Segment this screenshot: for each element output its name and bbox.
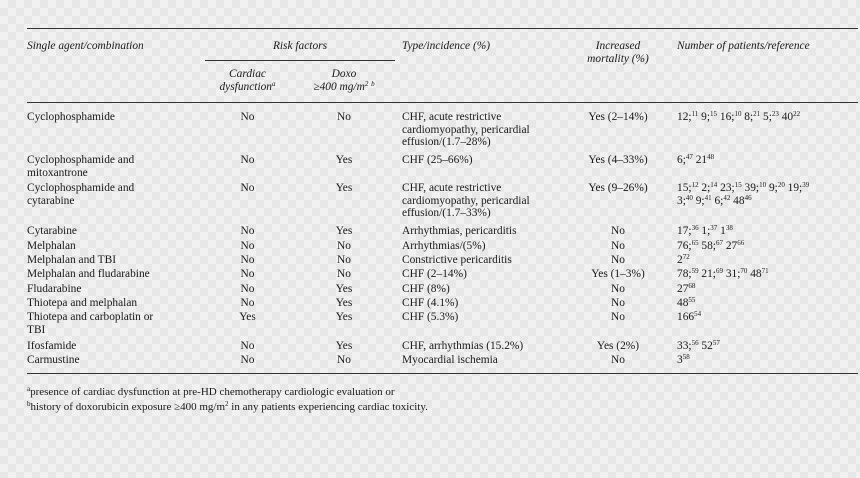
cell-mortality: No xyxy=(611,283,625,295)
cell-refs: $27^{68}$ xyxy=(677,282,696,295)
header-cardiac-line1: Cardiac xyxy=(229,68,266,80)
header-risk-factors: Risk factors xyxy=(272,40,328,52)
cell-agent: Ifosfamide xyxy=(27,340,77,352)
cell-cardiac: No xyxy=(240,154,255,166)
header-mortality-line2: mortality (%) xyxy=(587,52,649,65)
cell-cardiac: No xyxy=(240,340,255,352)
cell-mortality: No xyxy=(611,297,625,309)
cell-mortality: No xyxy=(611,254,625,266)
footnote-a-text: presence of cardiac dysfunction at pre-HD chemotherapy cardiologic evaluation or xyxy=(30,386,395,398)
cell-refs: $48^{55}$ xyxy=(677,296,696,309)
cell-type: Arrhythmias/(5%) xyxy=(402,240,486,252)
bottom-rule xyxy=(27,373,858,374)
header-rule xyxy=(27,102,858,103)
cell-doxo: Yes xyxy=(335,225,353,237)
cell-agent: Melphalan and TBI xyxy=(27,254,116,266)
cell-mortality: No xyxy=(611,225,625,237)
header-mortality-line1: Increased xyxy=(595,40,641,52)
cell-doxo: No xyxy=(337,268,351,280)
footnote-mark-b: b xyxy=(371,79,375,88)
footnote-b-text-end: in any patients experiencing cardiac toxicity. xyxy=(228,401,428,413)
cell-refs: 78;$^{59}$ 21;$^{69}$ 31;$^{70}$ $48^{71}$ xyxy=(677,267,769,280)
footnote-mark-a: a xyxy=(272,79,276,88)
footnote-b-text: history of doxorubicin exposure ≥400 mg/m xyxy=(30,401,226,413)
cell-type: Arrhythmias, pericarditis xyxy=(402,225,517,237)
cell-refs: $166^{54}$ xyxy=(677,310,702,323)
cell-doxo: Yes xyxy=(335,311,353,323)
cell-doxo: No xyxy=(337,240,351,252)
cell-doxo: Yes xyxy=(335,154,353,166)
cell-mortality: No xyxy=(611,240,625,252)
header-cardiac xyxy=(205,68,290,93)
cell-mortality: Yes (2–14%) xyxy=(588,111,648,123)
cell-cardiac: No xyxy=(240,268,255,280)
cell-refs: 12;$^{11}$ 9;$^{15}$ 16;$^{10}$ 8;$^{21}$ 5;$^{23}$ $40^{22}$ xyxy=(677,110,801,123)
footnote-a-mark: a xyxy=(27,385,31,393)
cell-doxo: Yes xyxy=(335,340,353,352)
cell-agent: Thiotepa and melphalan xyxy=(27,297,138,309)
cell-agent: Melphalan xyxy=(27,240,76,252)
cell-cardiac: Yes xyxy=(239,311,256,323)
header-type: Type/incidence (%) xyxy=(402,40,491,52)
cell-type: CHF (8%) xyxy=(402,283,450,295)
cell-mortality: Yes (2%) xyxy=(596,340,640,352)
cell-doxo: No xyxy=(337,254,351,266)
cell-refs: 6;$^{47}$ $21^{48}$ xyxy=(677,153,715,166)
cell-type: Constrictive pericarditis xyxy=(402,254,512,266)
risk-factors-rule xyxy=(205,60,395,61)
cell-agent: Thiotepa and carboplatin or TBI xyxy=(27,311,154,336)
cell-doxo: Yes xyxy=(335,283,353,295)
header-agent: Single agent/combination xyxy=(27,40,144,52)
cell-mortality: No xyxy=(611,311,625,323)
header-doxo-line2: ≥400 mg/m xyxy=(313,80,365,93)
cell-cardiac: No xyxy=(240,254,255,266)
cell-agent: Cytarabine xyxy=(27,225,77,237)
cell-refs: $2^{72}$ xyxy=(677,253,690,266)
header-patients: Number of patients/reference xyxy=(677,40,810,52)
cell-agent: Cyclophosphamide and mitoxantrone xyxy=(27,154,135,179)
footnote-b-exponent: 2 xyxy=(225,400,229,408)
cell-doxo: Yes xyxy=(335,182,353,194)
footnote-b xyxy=(27,400,428,414)
cell-refs: 17;$^{36}$ 1;$^{37}$ $1^{38}$ xyxy=(677,224,733,237)
cell-type: Myocardial ischemia xyxy=(402,354,498,366)
cell-type: CHF (25–66%) xyxy=(402,154,473,166)
cell-refs: $3^{58}$ xyxy=(677,353,690,366)
header-cardiac-line2: dysfunction xyxy=(219,80,272,93)
footnote-a xyxy=(27,385,394,399)
cell-type: CHF, acute restrictive cardiomyopathy, pericardial effusion/(1.7–28%) xyxy=(402,111,530,149)
cell-agent: Melphalan and fludarabine xyxy=(27,268,150,280)
cell-doxo: No xyxy=(337,354,351,366)
cell-cardiac: No xyxy=(240,283,255,295)
cell-type: CHF, arrhythmias (15.2%) xyxy=(402,340,524,352)
cell-type: CHF (5.3%) xyxy=(402,311,459,323)
cell-type: CHF (2–14%) xyxy=(402,268,467,280)
cell-cardiac: No xyxy=(240,182,255,194)
cell-cardiac: No xyxy=(240,225,255,237)
footnote-b-mark: b xyxy=(27,400,31,408)
cell-cardiac: No xyxy=(240,297,255,309)
cell-doxo: Yes xyxy=(335,297,353,309)
cell-refs: 76;$^{65}$ 58;$^{67}$ $27^{66}$ xyxy=(677,239,745,252)
cell-agent: Cyclophosphamide xyxy=(27,111,115,123)
cell-agent: Cyclophosphamide and cytarabine xyxy=(27,182,135,207)
cell-mortality: No xyxy=(611,354,625,366)
cell-doxo: No xyxy=(337,111,351,123)
cell-mortality: Yes (4–33%) xyxy=(588,154,648,166)
header-doxo-line1: Doxo xyxy=(331,68,357,80)
header-mortality xyxy=(568,40,668,65)
header-doxo-exponent: 2 xyxy=(364,79,369,88)
cell-cardiac: No xyxy=(240,240,255,252)
cell-agent: Fludarabine xyxy=(27,283,82,295)
cell-type: CHF (4.1%) xyxy=(402,297,459,309)
cell-cardiac: No xyxy=(240,354,255,366)
cell-type: CHF, acute restrictive cardiomyopathy, pericardial effusion/(1.7–33%) xyxy=(402,182,530,220)
top-rule xyxy=(27,28,858,29)
cell-refs: 15;$^{12}$ 2;$^{14}$ 23;$^{15}$ 39;$^{10}$ 9;$^{20}$ 19;$^{39}$ 3;$^{40}$ 9;$^{41}$ 6;$^{42}$ $48^{46}$ xyxy=(677,181,810,207)
cell-mortality: Yes (9–26%) xyxy=(588,182,648,194)
cell-agent: Carmustine xyxy=(27,354,80,366)
header-doxo xyxy=(293,68,395,93)
cell-mortality: Yes (1–3%) xyxy=(591,268,645,280)
cell-cardiac: No xyxy=(240,111,255,123)
cell-refs: 33;$^{56}$ $52^{57}$ xyxy=(677,339,720,352)
